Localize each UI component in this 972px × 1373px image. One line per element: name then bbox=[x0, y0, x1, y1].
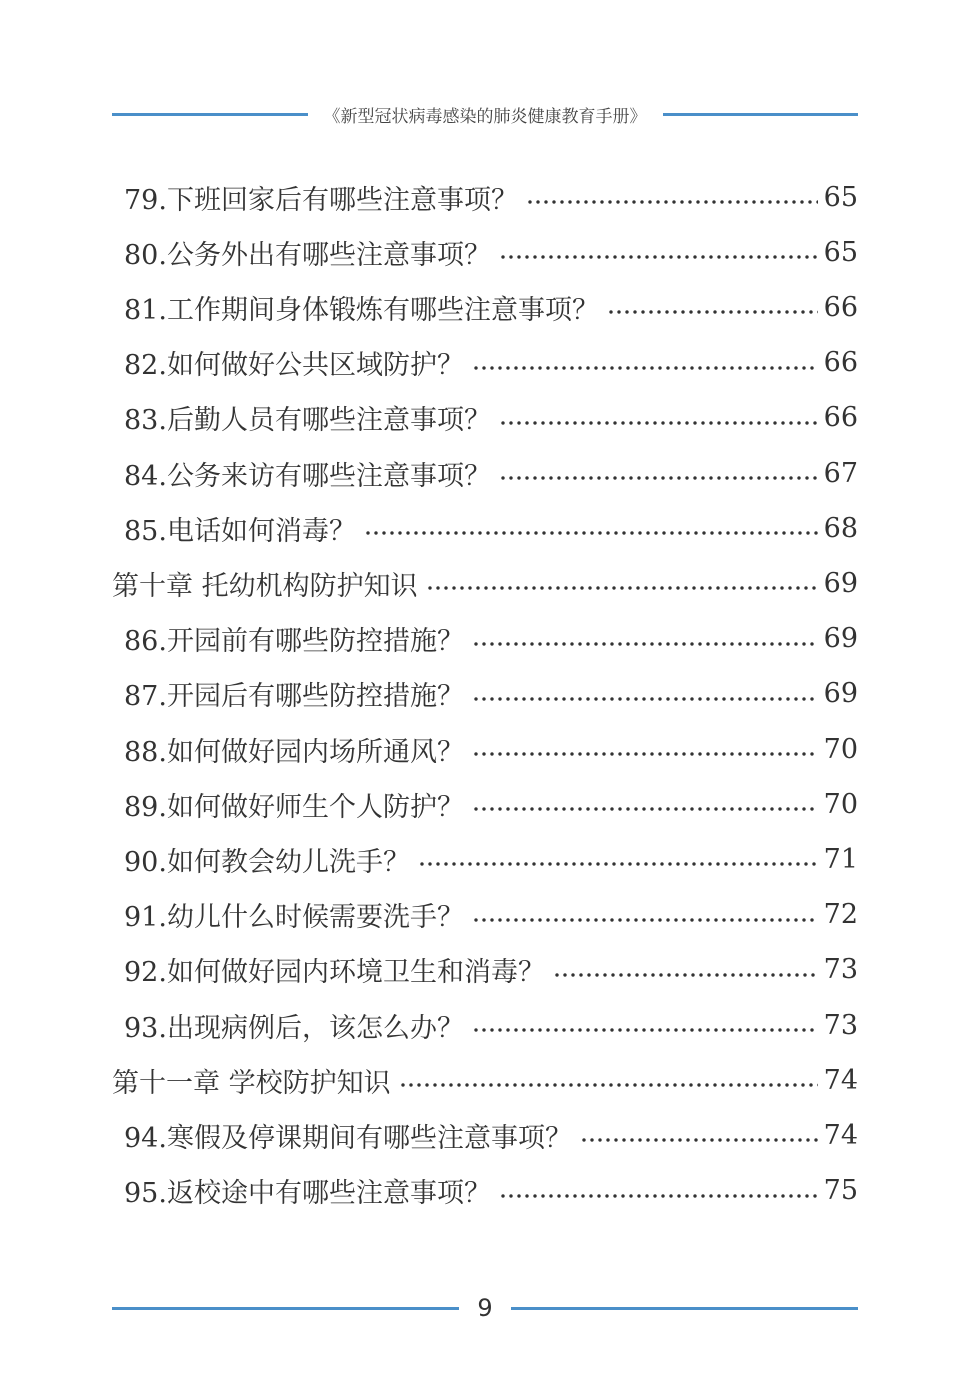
toc-entry bbox=[124, 888, 858, 942]
dot-leader bbox=[426, 586, 818, 590]
toc-entry-title: 93.出现病例后，该怎么办？ bbox=[124, 1012, 464, 1044]
dot-leader bbox=[472, 1028, 818, 1032]
toc-entry bbox=[124, 446, 858, 500]
toc-entry-page: 66 bbox=[823, 402, 858, 434]
dot-leader bbox=[472, 752, 818, 756]
toc-entry-page: 74 bbox=[823, 1064, 858, 1096]
toc-entry bbox=[124, 612, 858, 666]
toc-entry bbox=[124, 832, 858, 886]
dot-leader bbox=[472, 642, 818, 646]
dot-leader bbox=[607, 310, 818, 314]
toc-entry-title: 79.下班回家后有哪些注意事项？ bbox=[124, 184, 518, 216]
toc-entry-title: 第十一章 学校防护知识 bbox=[112, 1067, 391, 1099]
toc-chapter-entry bbox=[112, 556, 858, 610]
toc-entry-page: 66 bbox=[823, 347, 858, 379]
dot-leader bbox=[580, 1138, 818, 1142]
dot-leader bbox=[472, 697, 818, 701]
page-footer bbox=[112, 1288, 858, 1328]
toc-entry-page: 65 bbox=[823, 236, 858, 268]
toc-chapter-entry bbox=[112, 1053, 858, 1107]
toc-entry bbox=[124, 943, 858, 997]
toc-entry-page: 71 bbox=[823, 843, 858, 875]
toc-entry bbox=[124, 280, 858, 334]
toc-entry bbox=[124, 336, 858, 390]
dot-leader bbox=[418, 862, 818, 866]
toc-entry bbox=[124, 777, 858, 831]
toc-entry-title: 82.如何做好公共区域防护？ bbox=[124, 350, 464, 382]
toc-entry bbox=[124, 1164, 858, 1218]
toc-entry bbox=[124, 170, 858, 224]
toc-entry-title: 第十章 托幼机构防护知识 bbox=[112, 570, 418, 602]
toc-entry-page: 73 bbox=[823, 1009, 858, 1041]
toc-entry bbox=[124, 1108, 858, 1162]
toc-entry-page: 74 bbox=[823, 1119, 858, 1151]
page-number: 9 bbox=[477, 1294, 493, 1322]
header-rule-right bbox=[663, 113, 859, 116]
dot-leader bbox=[499, 1194, 818, 1198]
toc-entry-title: 83.后勤人员有哪些注意事项？ bbox=[124, 405, 491, 437]
toc-entry-page: 67 bbox=[823, 457, 858, 489]
toc-entry bbox=[124, 391, 858, 445]
toc-entry-title: 86.开园前有哪些防控措施？ bbox=[124, 626, 464, 658]
dot-leader bbox=[472, 807, 818, 811]
toc-entry-title: 91.幼儿什么时候需要洗手？ bbox=[124, 902, 464, 934]
dot-leader bbox=[472, 918, 818, 922]
dot-leader bbox=[499, 476, 818, 480]
toc-entry-page: 69 bbox=[823, 567, 858, 599]
toc-entry-title: 90.如何教会幼儿洗手？ bbox=[124, 846, 410, 878]
dot-leader bbox=[472, 366, 818, 370]
book-title: 《新型冠状病毒感染的肺炎健康教育手册》 bbox=[323, 106, 647, 127]
toc-entry-page: 73 bbox=[823, 954, 858, 986]
toc-entry-title: 85.电话如何消毒？ bbox=[124, 515, 356, 547]
toc-entry-page: 69 bbox=[823, 623, 858, 655]
toc-entry-title: 94.寒假及停课期间有哪些注意事项？ bbox=[124, 1122, 572, 1154]
toc-entry-page: 66 bbox=[823, 291, 858, 323]
footer-rule-right bbox=[511, 1307, 858, 1310]
toc-entry-title: 80.公务外出有哪些注意事项？ bbox=[124, 239, 491, 271]
toc-entry-page: 75 bbox=[823, 1175, 858, 1207]
footer-rule-left bbox=[112, 1307, 459, 1310]
dot-leader bbox=[553, 973, 818, 977]
toc-entry-page: 68 bbox=[823, 512, 858, 544]
toc-entry-page: 70 bbox=[823, 733, 858, 765]
dot-leader bbox=[399, 1083, 818, 1087]
running-header bbox=[112, 96, 858, 132]
toc-entry-title: 88.如何做好园内场所通风？ bbox=[124, 736, 464, 768]
toc-entry bbox=[124, 998, 858, 1052]
toc-entry-title: 89.如何做好师生个人防护？ bbox=[124, 791, 464, 823]
toc-entry-title: 92.如何做好园内环境卫生和消毒？ bbox=[124, 957, 545, 989]
toc-entry-page: 65 bbox=[823, 181, 858, 213]
toc-entry-title: 87.开园后有哪些防控措施？ bbox=[124, 681, 464, 713]
toc-entry-title: 81.工作期间身体锻炼有哪些注意事项？ bbox=[124, 294, 599, 326]
header-rule-left bbox=[112, 113, 308, 116]
toc-entry-title: 95.返校途中有哪些注意事项？ bbox=[124, 1178, 491, 1210]
toc-entry-page: 69 bbox=[823, 678, 858, 710]
dot-leader bbox=[499, 255, 818, 259]
toc-entry bbox=[124, 225, 858, 279]
dot-leader bbox=[364, 531, 818, 535]
toc-entry bbox=[124, 667, 858, 721]
dot-leader bbox=[526, 200, 818, 204]
dot-leader bbox=[499, 421, 818, 425]
toc-entry-page: 72 bbox=[823, 899, 858, 931]
toc-entry-page: 70 bbox=[823, 788, 858, 820]
toc-entry-title: 84.公务来访有哪些注意事项？ bbox=[124, 460, 491, 492]
toc-entry bbox=[124, 501, 858, 555]
toc-entry bbox=[124, 722, 858, 776]
